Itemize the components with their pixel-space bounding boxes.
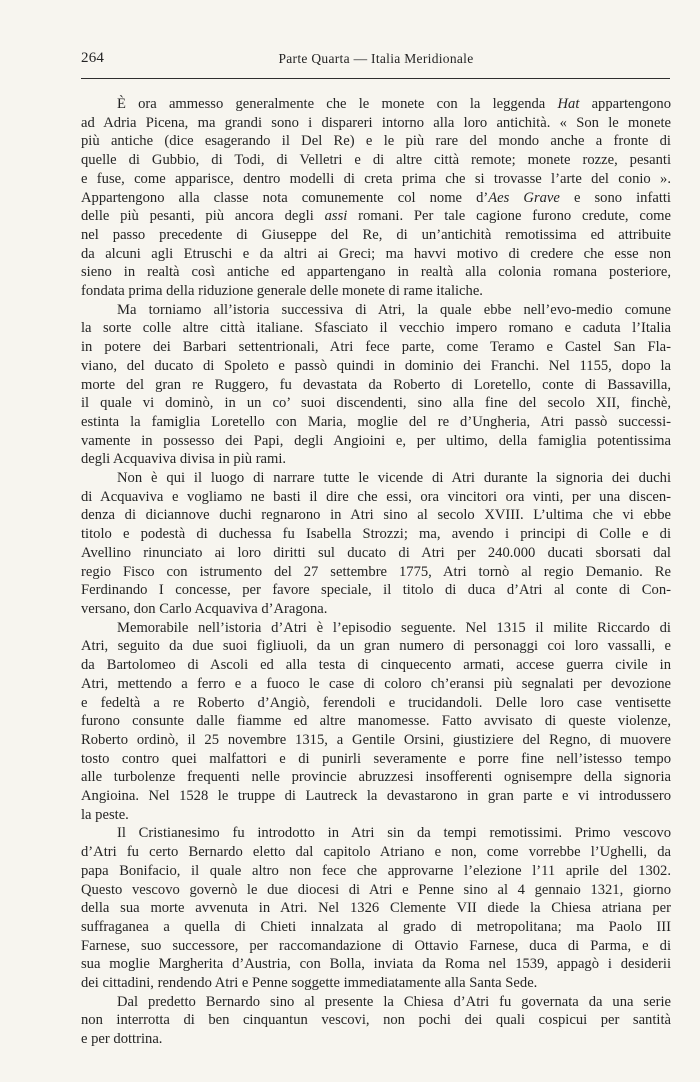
paragraph xyxy=(81,619,671,825)
text-line: delle più pesanti, più ancora degli assi romani. Per tale cagione furono credute, come xyxy=(81,208,671,225)
paragraph xyxy=(81,301,671,469)
text-line: Ferdinando I concesse, per favore speciale, il titolo di duca d’Atri al conte di Con- xyxy=(81,582,671,599)
body-text xyxy=(81,95,671,1049)
text-line: Atri, mettendo a ferro e a fuoco le case di coloro ch’eransi più segnalati per devozione xyxy=(81,675,671,692)
text-line: quelle di Gubbio, di Todi, di Velletri e di altre città remote; monete rozze, pesanti xyxy=(81,152,671,169)
text-line: versano, don Carlo Acquaviva d’Aragona. xyxy=(81,600,328,617)
text-line: tosto contro quei malfattori e di punirli severamente e porre fine nell’istesso tempo xyxy=(81,750,671,767)
text-line: titolo e podestà di duchessa fu Isabella Strozzi; ma, avendo i principi di Colle e di xyxy=(81,526,671,543)
header-rule xyxy=(81,78,670,79)
paragraph xyxy=(81,95,671,301)
text-line: alle turbolenze frequenti nelle provincie abruzzesi insofferenti ognisempre della signoria xyxy=(81,769,671,786)
paragraph xyxy=(81,993,671,1049)
text-line: Ma torniamo all’istoria successiva di Atri, la quale ebbe nell’evo-medio comune xyxy=(117,301,671,318)
text-line: morte del gran re Ruggero, fu devastata da Roberto di Loretello, conte di Bassavilla, xyxy=(81,376,671,393)
text-line: Questo vescovo governò le due diocesi di Atri e Penne sino al 4 gennaio 1321, giorno xyxy=(81,881,671,898)
text-line: Avellino rinunciato ai loro diritti sul ducato di Atri per 240.000 ducati sborsati dal xyxy=(81,544,671,561)
text-line: Dal predetto Bernardo sino al presente la Chiesa d’Atri fu governata da una serie xyxy=(117,993,671,1010)
paragraph xyxy=(81,824,671,992)
page-header xyxy=(81,50,671,70)
text-line: sua moglie Margherita d’Austria, con Bolla, inviata da Roma nel 1539, appagò i desiderii xyxy=(81,956,671,973)
text-line: dei cittadini, rendendo Atri e Penne soggette immediatamente alla Santa Sede. xyxy=(81,975,538,992)
text-line: regio Fisco con istrumento del 27 settembre 1775, Atri tornò al regio Demanio. Re xyxy=(81,563,671,580)
text-line: Memorabile nell’istoria d’Atri è l’episodio seguente. Nel 1315 il milite Riccardo di xyxy=(117,619,671,636)
text-line: Il Cristianesimo fu introdotto in Atri sin da tempi remotissimi. Primo vescovo xyxy=(117,825,671,842)
text-line: fondata prima della riduzione generale delle monete di rame italiche. xyxy=(81,283,483,300)
text-line: Appartengono alla classe nota comunemente col nome d’Aes Grave e sono infatti xyxy=(81,189,671,206)
text-line: di Acquaviva e vogliamo ne basti il dire che essi, ora vincitori ora vinti, per una discen- xyxy=(81,488,671,505)
text-line: ad Adria Picena, ma grandi sono i dispareri intorno alla loro antichità. « Son le monete xyxy=(81,114,671,131)
text-line: degli Acquaviva divisa in più rami. xyxy=(81,451,287,468)
text-line: da Bartolomeo di Ascoli ed alla testa di cinquecento armati, accese guerra civile in xyxy=(81,657,671,674)
text-line: sieno in realtà così antiche ed appartengano in realtà alla colonia romana posteriore, xyxy=(81,264,671,281)
text-line: e fedeltà a re Roberto d’Angiò, ferendoli e trucidandoli. Delle loro case ventisette xyxy=(81,694,671,711)
text-line: più antiche (dice esagerando il Del Re) e le più rare del mondo anche a fronte di xyxy=(81,133,671,150)
text-line: papa Bonifacio, il quale altro non fece che approvarne l’elezione l’11 aprile del 1302. xyxy=(81,862,671,879)
text-line: È ora ammesso generalmente che le monete con la leggenda Hat appartengono xyxy=(117,96,671,112)
text-line: Roberto ordinò, il 25 novembre 1315, a Gentile Orsini, giustiziere del Regno, di muovere xyxy=(81,731,671,748)
text-line: in potere dei Barbari settentrionali, Atri fece parte, come Teramo e Castel San Fla- xyxy=(81,339,671,356)
text-line: viano, del ducato di Spoleto e passò quindi in dominio dei Franchi. Nel 1155, dopo la xyxy=(81,357,671,374)
text-line: da alcuni agli Etruschi e da altri ai Greci; ma havvi motivo di credere che esse non xyxy=(81,245,671,262)
text-line: Atri, seguito da due suoi figliuoli, da un gran numero di personaggi coi loro vassalli, e xyxy=(81,638,671,655)
text-line: la sorte colle altre città italiane. Sfasciato il vecchio impero romano e caduta l’Italia xyxy=(81,320,671,337)
text-line: estinta la famiglia Loretello con Maria, moglie del re d’Ungheria, Atri passò successi- xyxy=(81,413,671,430)
text-line: suffraganea a quella di Chieti innalzata al grado di metropolitana; ma Paolo III xyxy=(81,918,671,935)
page-number: 264 xyxy=(81,50,105,66)
running-title: Parte Quarta — Italia Meridionale xyxy=(278,51,474,66)
text-line: denza di diciannove duchi regnarono in Atri sino al secolo XVIII. L’ultima che vi ebbe xyxy=(81,507,671,524)
text-line: nel passo precedente di Giuseppe del Re, di un’antichità remotissima ed attribuite xyxy=(81,226,671,243)
text-line: Farnese, suo successore, per raccomandazione di Ottavio Farnese, duca di Parma, e di xyxy=(81,937,671,954)
text-line: d’Atri fu certo Bernardo eletto dal capitolo Atriano e non, come vorrebbe l’Ughelli, da xyxy=(81,844,671,861)
text-line: vamente in possesso dei Papi, degli Angioini e, per ultimo, della famiglia potentissima xyxy=(81,432,671,449)
paragraph xyxy=(81,469,671,619)
text-line: il quale vi dominò, in un co’ suoi discendenti, sino alla fine del secolo XII, finchè, xyxy=(81,395,671,412)
text-line: la peste. xyxy=(81,806,129,823)
text-line: non interrotta di ben cinquantun vescovi, non pochi dei quali cospicui per santità xyxy=(81,1012,671,1029)
text-line: e fuse, come apparisce, dentro modelli di creta prima che si trovasse l’arte del conio ». xyxy=(81,170,671,187)
text-line: Non è qui il luogo di narrare tutte le vicende di Atri durante la signoria dei duchi xyxy=(117,470,671,487)
text-line: furono consunte dalle fiamme ed altre manomesse. Fatto avvisato di queste violenze, xyxy=(81,713,671,730)
text-line: e per dottrina. xyxy=(81,1031,163,1048)
text-line: della sua morte avvenuta in Atri. Nel 1326 Clemente VII diede la Chiesa atriana per xyxy=(81,900,671,917)
text-line: Angioina. Nel 1528 le truppe di Lautreck la devastarono in gran parte e vi introdussero xyxy=(81,788,671,805)
